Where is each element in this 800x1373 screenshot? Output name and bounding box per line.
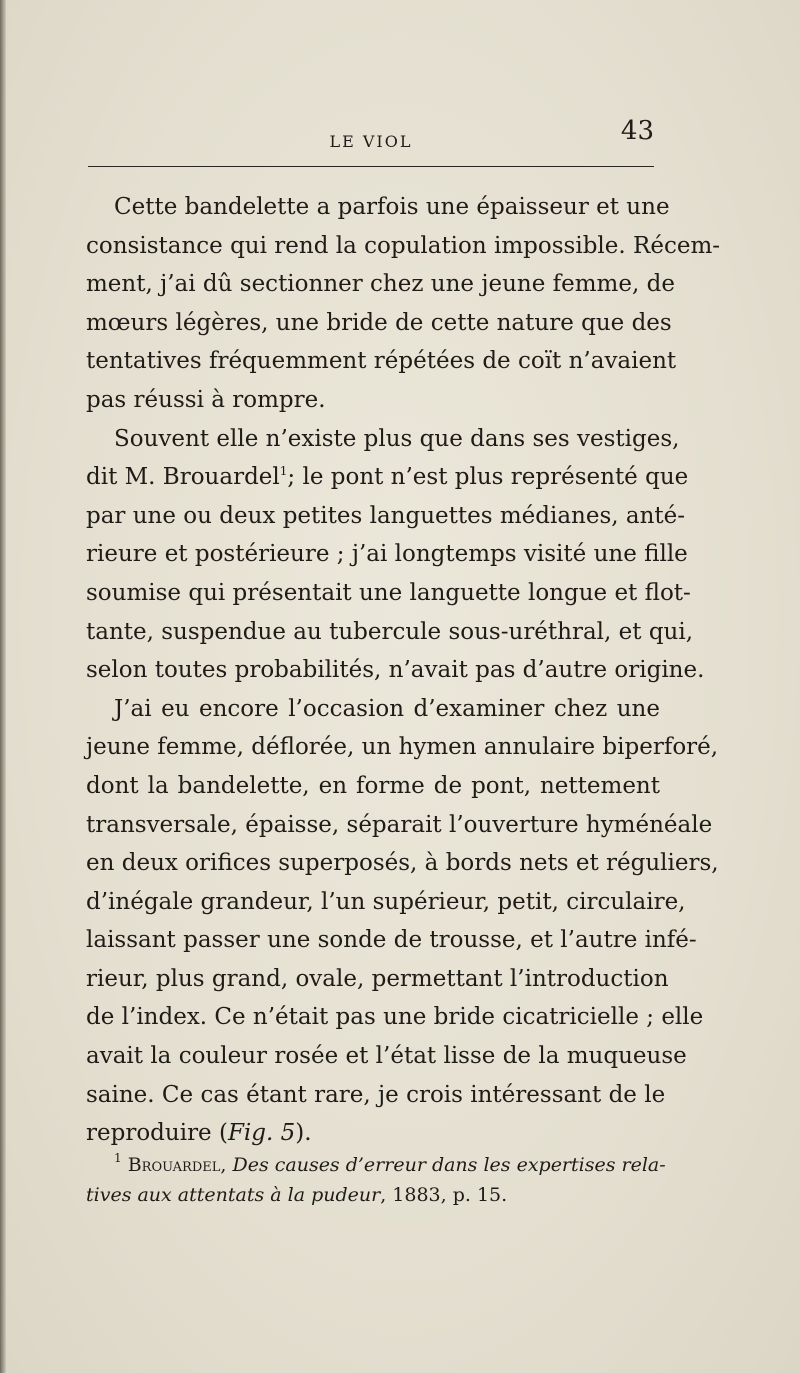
text-line: de l’index. Ce n’était pas une bride cicatricielle ; elle	[86, 1004, 704, 1031]
footnote-title: Des causes d’erreur dans les expertises rela-	[232, 1154, 666, 1176]
footnote-reference: 1	[279, 464, 288, 479]
body-text	[86, 188, 721, 1153]
text-line: rieure et postérieure ; j’ai longtemps visité une fille	[86, 541, 688, 568]
text-line: tentatives fréquemment répétées de coït n’avaient	[86, 348, 677, 375]
text-line: rieur, plus grand, ovale, permettant l’introduction	[86, 965, 669, 992]
text-line: en deux orifices superposés, à bords nets et réguliers,	[86, 850, 719, 877]
footnote-title: tives aux attentats à la pudeur	[86, 1184, 381, 1206]
text-line: saine. Ce cas étant rare, je crois intéressant de le	[86, 1081, 666, 1108]
text-segment: ; le pont n’est plus représenté que	[287, 464, 689, 491]
text-line: laissant passer une sonde de trousse, et l’autre infé-	[86, 927, 697, 954]
text-segment: dit M. Brouardel	[86, 464, 280, 491]
text-line: avait la couleur rosée et l’état lisse de la muqueuse	[86, 1043, 687, 1070]
footnote-author: Brouardel	[127, 1154, 221, 1176]
text-line: mœurs légères, une bride de cette nature que des	[86, 309, 672, 336]
text-line: soumise qui présentait une languette longue et flot-	[86, 579, 691, 606]
footnote	[86, 1150, 666, 1210]
text-segment: reproduire (	[86, 1120, 228, 1147]
footnote-line: $^1$ Brouardel, Des causes d’erreur dans les expertises rela-	[114, 1151, 666, 1176]
text-line: par une ou deux petites languettes médianes, anté-	[86, 502, 686, 529]
header-rule	[88, 166, 654, 167]
text-line: ment, j’ai dû sectionner chez une jeune femme, de	[86, 271, 675, 298]
page-binding-edge	[0, 0, 6, 1373]
text-line: selon toutes probabilités, n’avait pas d’autre origine.	[86, 657, 705, 684]
text-line: Souvent elle n’existe plus que dans ses vestiges,	[114, 425, 680, 452]
text-line	[86, 458, 689, 497]
text-line	[86, 1114, 660, 1153]
text-line: Cette bandelette a parfois une épaisseur et une	[114, 194, 670, 220]
running-title: LE VIOL	[329, 132, 413, 151]
page-number: 43	[620, 116, 654, 146]
text-line: d’inégale grandeur, l’un supérieur, petit, circulaire,	[86, 888, 686, 915]
figure-reference: Fig. 5	[227, 1120, 296, 1147]
footnote-line	[86, 1180, 660, 1210]
text-line: J’ai eu encore l’occasion d’examiner chez une	[114, 695, 660, 722]
text-segment: ).	[295, 1120, 312, 1147]
text-line: jeune femme, déflorée, un hymen annulaire biperforé,	[86, 734, 719, 761]
text-line: consistance qui rend la copulation impossible. Récem-	[86, 232, 721, 259]
text-line: dont la bandelette, en forme de pont, nettement	[86, 772, 660, 799]
footnote-citation: , 1883, p. 15.	[380, 1184, 508, 1206]
text-line: pas réussi à rompre.	[86, 386, 326, 413]
text-line: transversale, épaisse, séparait l’ouverture hyménéale	[86, 811, 713, 838]
running-head	[88, 116, 654, 158]
text-line: tante, suspendue au tubercule sous-uréthral, et qui,	[86, 618, 694, 645]
footnote-marker: 1	[114, 1151, 122, 1165]
